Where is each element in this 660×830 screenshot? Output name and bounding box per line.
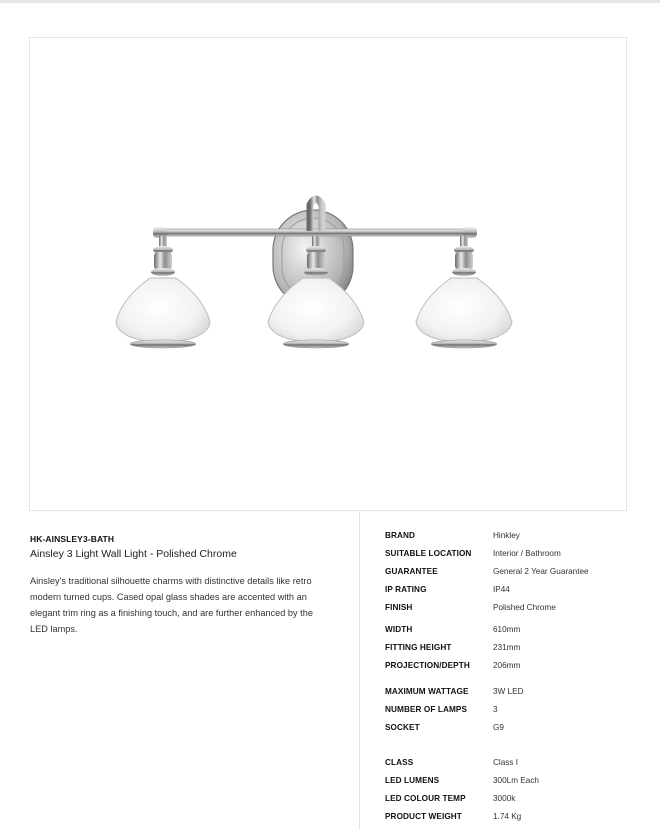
spec-key: BRAND <box>385 531 416 540</box>
spec-value: 3000k <box>493 794 516 803</box>
spec-value: Polished Chrome <box>493 603 556 612</box>
spec-key: NUMBER OF LAMPS <box>385 705 468 714</box>
column-divider <box>359 512 360 830</box>
spec-row-guarantee <box>385 566 645 584</box>
spec-key: LED LUMENS <box>385 776 440 785</box>
spec-value: 3W LED <box>493 687 524 696</box>
spec-key: SUITABLE LOCATION <box>385 549 472 558</box>
spec-value: Class I <box>493 758 519 767</box>
spec-value: General 2 Year Guarantee <box>493 567 589 576</box>
spec-row-socket <box>385 722 645 740</box>
spec-row-max-wattage <box>385 686 645 704</box>
spec-value: Hinkley <box>493 531 520 540</box>
spec-row-width <box>385 624 645 642</box>
spec-key: FITTING HEIGHT <box>385 643 452 652</box>
three-light-wall-fixture-icon <box>30 38 628 512</box>
product-image-frame <box>29 37 627 511</box>
product-info <box>30 534 330 637</box>
spec-value: Interior / Bathroom <box>493 549 561 558</box>
spec-key: SOCKET <box>385 723 420 732</box>
spec-value: 1.74 Kg <box>493 812 522 821</box>
spec-row-number-of-lamps <box>385 704 645 722</box>
spec-key: IP RATING <box>385 585 427 594</box>
spec-row-finish <box>385 602 645 620</box>
spec-value: IP44 <box>493 585 510 594</box>
spec-key: WIDTH <box>385 625 413 634</box>
spec-row-brand <box>385 530 645 548</box>
spec-row-fitting-height <box>385 642 645 660</box>
spec-value: 610mm <box>493 625 521 634</box>
spec-key: LED COLOUR TEMP <box>385 794 466 803</box>
spec-value: 206mm <box>493 661 521 670</box>
spec-value: 3 <box>493 705 498 714</box>
product-title: Ainsley 3 Light Wall Light - Polished Chrome <box>30 548 237 560</box>
spec-row-product-weight <box>385 811 645 829</box>
spec-key: MAXIMUM WATTAGE <box>385 687 469 696</box>
spec-key: CLASS <box>385 758 414 767</box>
spec-value: G9 <box>493 723 504 732</box>
spec-row-class <box>385 757 645 775</box>
product-description: Ainsley's traditional silhouette charms with distinctive details like retro modern turned cups. Cased opal glass shades are accented with an elegant trim ring as a finishing touch, and are further enhanced by the LED lamps. <box>30 576 313 634</box>
spec-table <box>385 530 645 829</box>
spec-row-ip-rating <box>385 584 645 602</box>
spec-value: 300Lm Each <box>493 776 539 785</box>
product-sku: HK-AINSLEY3-BATH <box>30 534 115 544</box>
spec-key: PRODUCT WEIGHT <box>385 812 462 821</box>
spec-key: FINISH <box>385 603 413 612</box>
spec-key: PROJECTION/DEPTH <box>385 661 470 670</box>
spec-row-led-colour-temp <box>385 793 645 811</box>
top-border <box>0 0 660 3</box>
spec-row-location <box>385 548 645 566</box>
spec-key: GUARANTEE <box>385 567 438 576</box>
spec-row-projection <box>385 660 645 678</box>
spec-value: 231mm <box>493 643 521 652</box>
spec-row-led-lumens <box>385 775 645 793</box>
